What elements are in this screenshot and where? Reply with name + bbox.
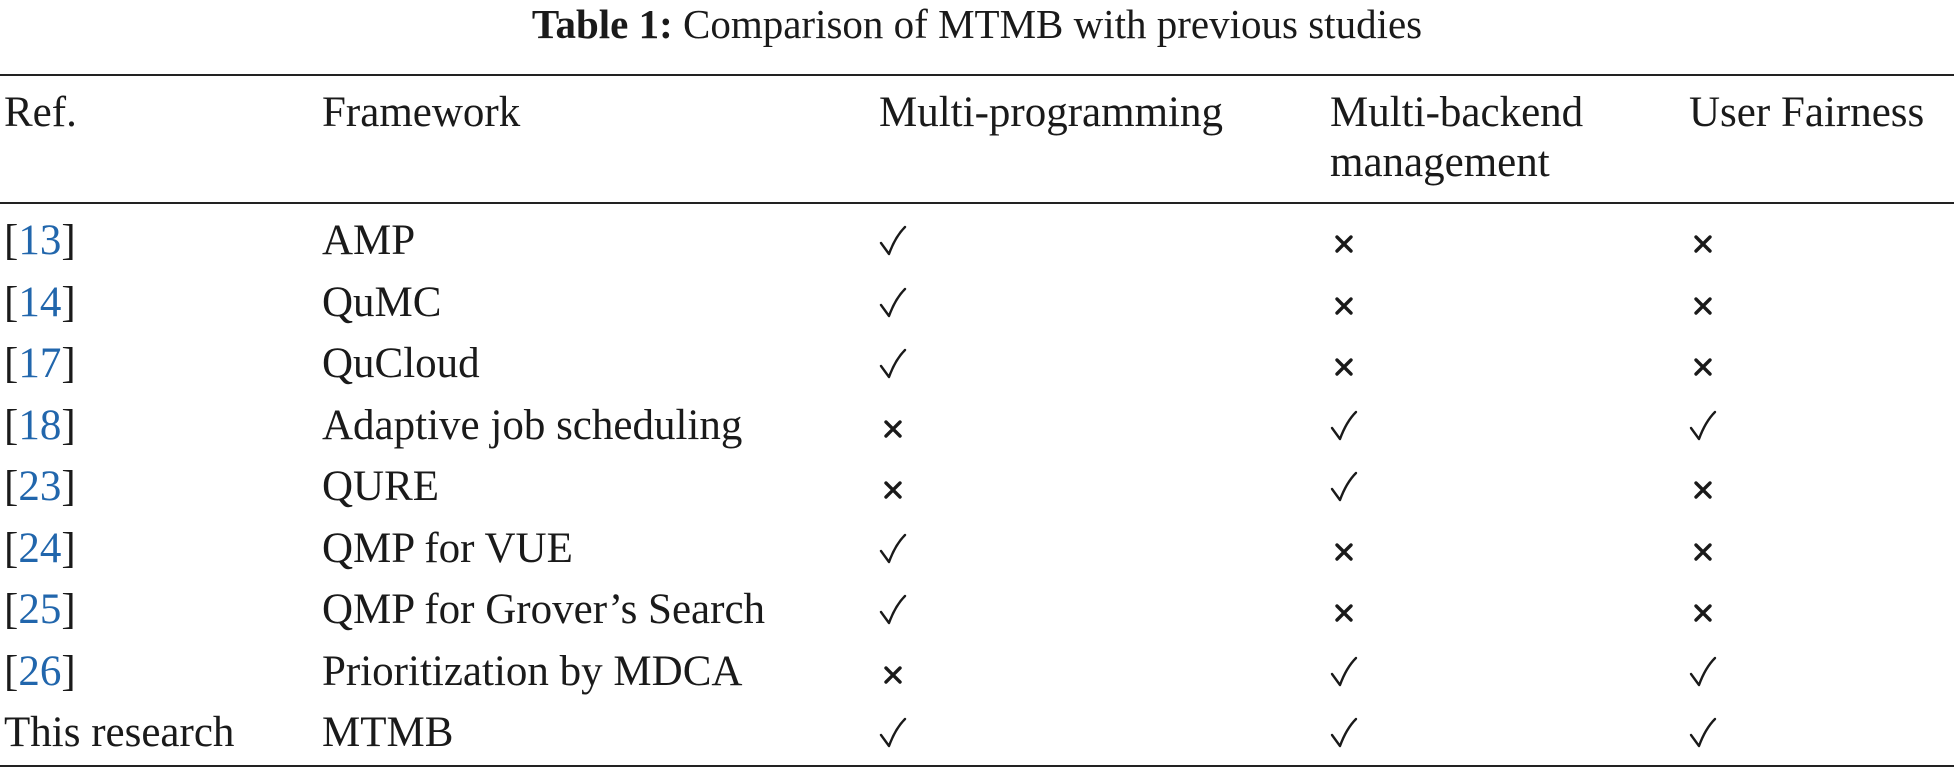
- cross-icon: [1692, 479, 1714, 501]
- ref-bracket-close: ]: [61, 401, 76, 449]
- row-ref[interactable]: [4, 339, 76, 389]
- ref-link[interactable]: 23: [18, 463, 62, 510]
- row-ref[interactable]: [4, 647, 76, 697]
- table-caption: [0, 0, 1954, 48]
- cross-icon: [1333, 602, 1355, 624]
- table-caption-label: Table 1:: [531, 1, 673, 47]
- check-icon: [1330, 410, 1358, 442]
- ref-bracket-open: [: [4, 463, 19, 510]
- check-icon: [1330, 471, 1358, 503]
- ref-bracket-close: ]: [61, 647, 76, 695]
- ref-bracket-open: [: [4, 586, 19, 633]
- cross-icon: [1333, 233, 1355, 255]
- row-ref[interactable]: [4, 524, 76, 574]
- header-framework: Framework: [322, 89, 521, 136]
- header-multi-backend-line2: management: [1330, 139, 1550, 186]
- check-icon: [1689, 656, 1717, 688]
- table-header-rule: [0, 202, 1954, 204]
- ref-link[interactable]: 18: [18, 401, 62, 449]
- cross-icon: [1692, 295, 1714, 317]
- table-caption-text: Comparison of MTMB with previous studies: [683, 1, 1423, 47]
- row-framework: QMP for VUE: [322, 524, 573, 572]
- table-bottom-rule: [0, 765, 1954, 767]
- ref-bracket-close: ]: [61, 217, 76, 264]
- table-top-rule: [0, 74, 1954, 76]
- check-icon: [879, 287, 907, 319]
- check-icon: [1330, 656, 1358, 688]
- row-framework: Prioritization by MDCA: [322, 647, 743, 695]
- ref-bracket-open: [: [4, 217, 19, 264]
- cross-icon: [882, 664, 904, 686]
- cross-icon: [1692, 541, 1714, 563]
- cross-icon: [1333, 295, 1355, 317]
- ref-bracket-close: ]: [61, 463, 76, 510]
- ref-link[interactable]: 25: [18, 586, 62, 633]
- ref-link[interactable]: 26: [18, 647, 62, 695]
- ref-bracket-open: [: [4, 524, 19, 572]
- row-framework: AMP: [322, 217, 416, 264]
- ref-bracket-close: ]: [61, 586, 76, 633]
- cross-icon: [1692, 356, 1714, 378]
- header-multi-programming: Multi-programming: [879, 89, 1223, 136]
- check-icon: [879, 533, 907, 565]
- ref-bracket-open: [: [4, 401, 19, 449]
- check-icon: [1689, 717, 1717, 749]
- cross-icon: [882, 479, 904, 501]
- ref-bracket-close: ]: [61, 524, 76, 572]
- ref-text: This research: [4, 709, 235, 756]
- cross-icon: [882, 418, 904, 440]
- header-ref: Ref.: [4, 89, 77, 136]
- row-framework: QMP for Grover’s Search: [322, 586, 766, 633]
- ref-link[interactable]: 24: [18, 524, 62, 572]
- check-icon: [1330, 717, 1358, 749]
- check-icon: [879, 594, 907, 626]
- ref-bracket-close: ]: [61, 278, 76, 326]
- ref-bracket-open: [: [4, 647, 19, 695]
- row-framework: Adaptive job scheduling: [322, 401, 743, 449]
- check-icon: [879, 225, 907, 257]
- row-ref[interactable]: [4, 462, 76, 512]
- ref-bracket-open: [: [4, 340, 19, 387]
- cross-icon: [1692, 233, 1714, 255]
- row-ref[interactable]: [4, 585, 76, 635]
- ref-link[interactable]: 14: [18, 278, 62, 326]
- ref-link[interactable]: 13: [18, 217, 62, 264]
- row-framework: MTMB: [322, 709, 454, 756]
- header-multi-backend: [1330, 88, 1583, 188]
- check-icon: [1689, 410, 1717, 442]
- row-ref[interactable]: [4, 278, 76, 328]
- header-multi-backend-line1: Multi-backend: [1330, 89, 1584, 136]
- check-icon: [879, 348, 907, 380]
- row-framework: QuCloud: [322, 340, 480, 387]
- row-ref[interactable]: [4, 401, 76, 451]
- ref-bracket-open: [: [4, 278, 19, 326]
- header-user-fairness: User Fairness: [1689, 89, 1925, 136]
- cross-icon: [1692, 602, 1714, 624]
- row-ref[interactable]: [4, 216, 76, 266]
- check-icon: [879, 717, 907, 749]
- row-framework: QuMC: [322, 278, 442, 326]
- cross-icon: [1333, 541, 1355, 563]
- ref-bracket-close: ]: [61, 340, 76, 387]
- row-framework: QURE: [322, 463, 440, 510]
- ref-link[interactable]: 17: [18, 340, 62, 387]
- row-ref: [4, 708, 234, 758]
- cross-icon: [1333, 356, 1355, 378]
